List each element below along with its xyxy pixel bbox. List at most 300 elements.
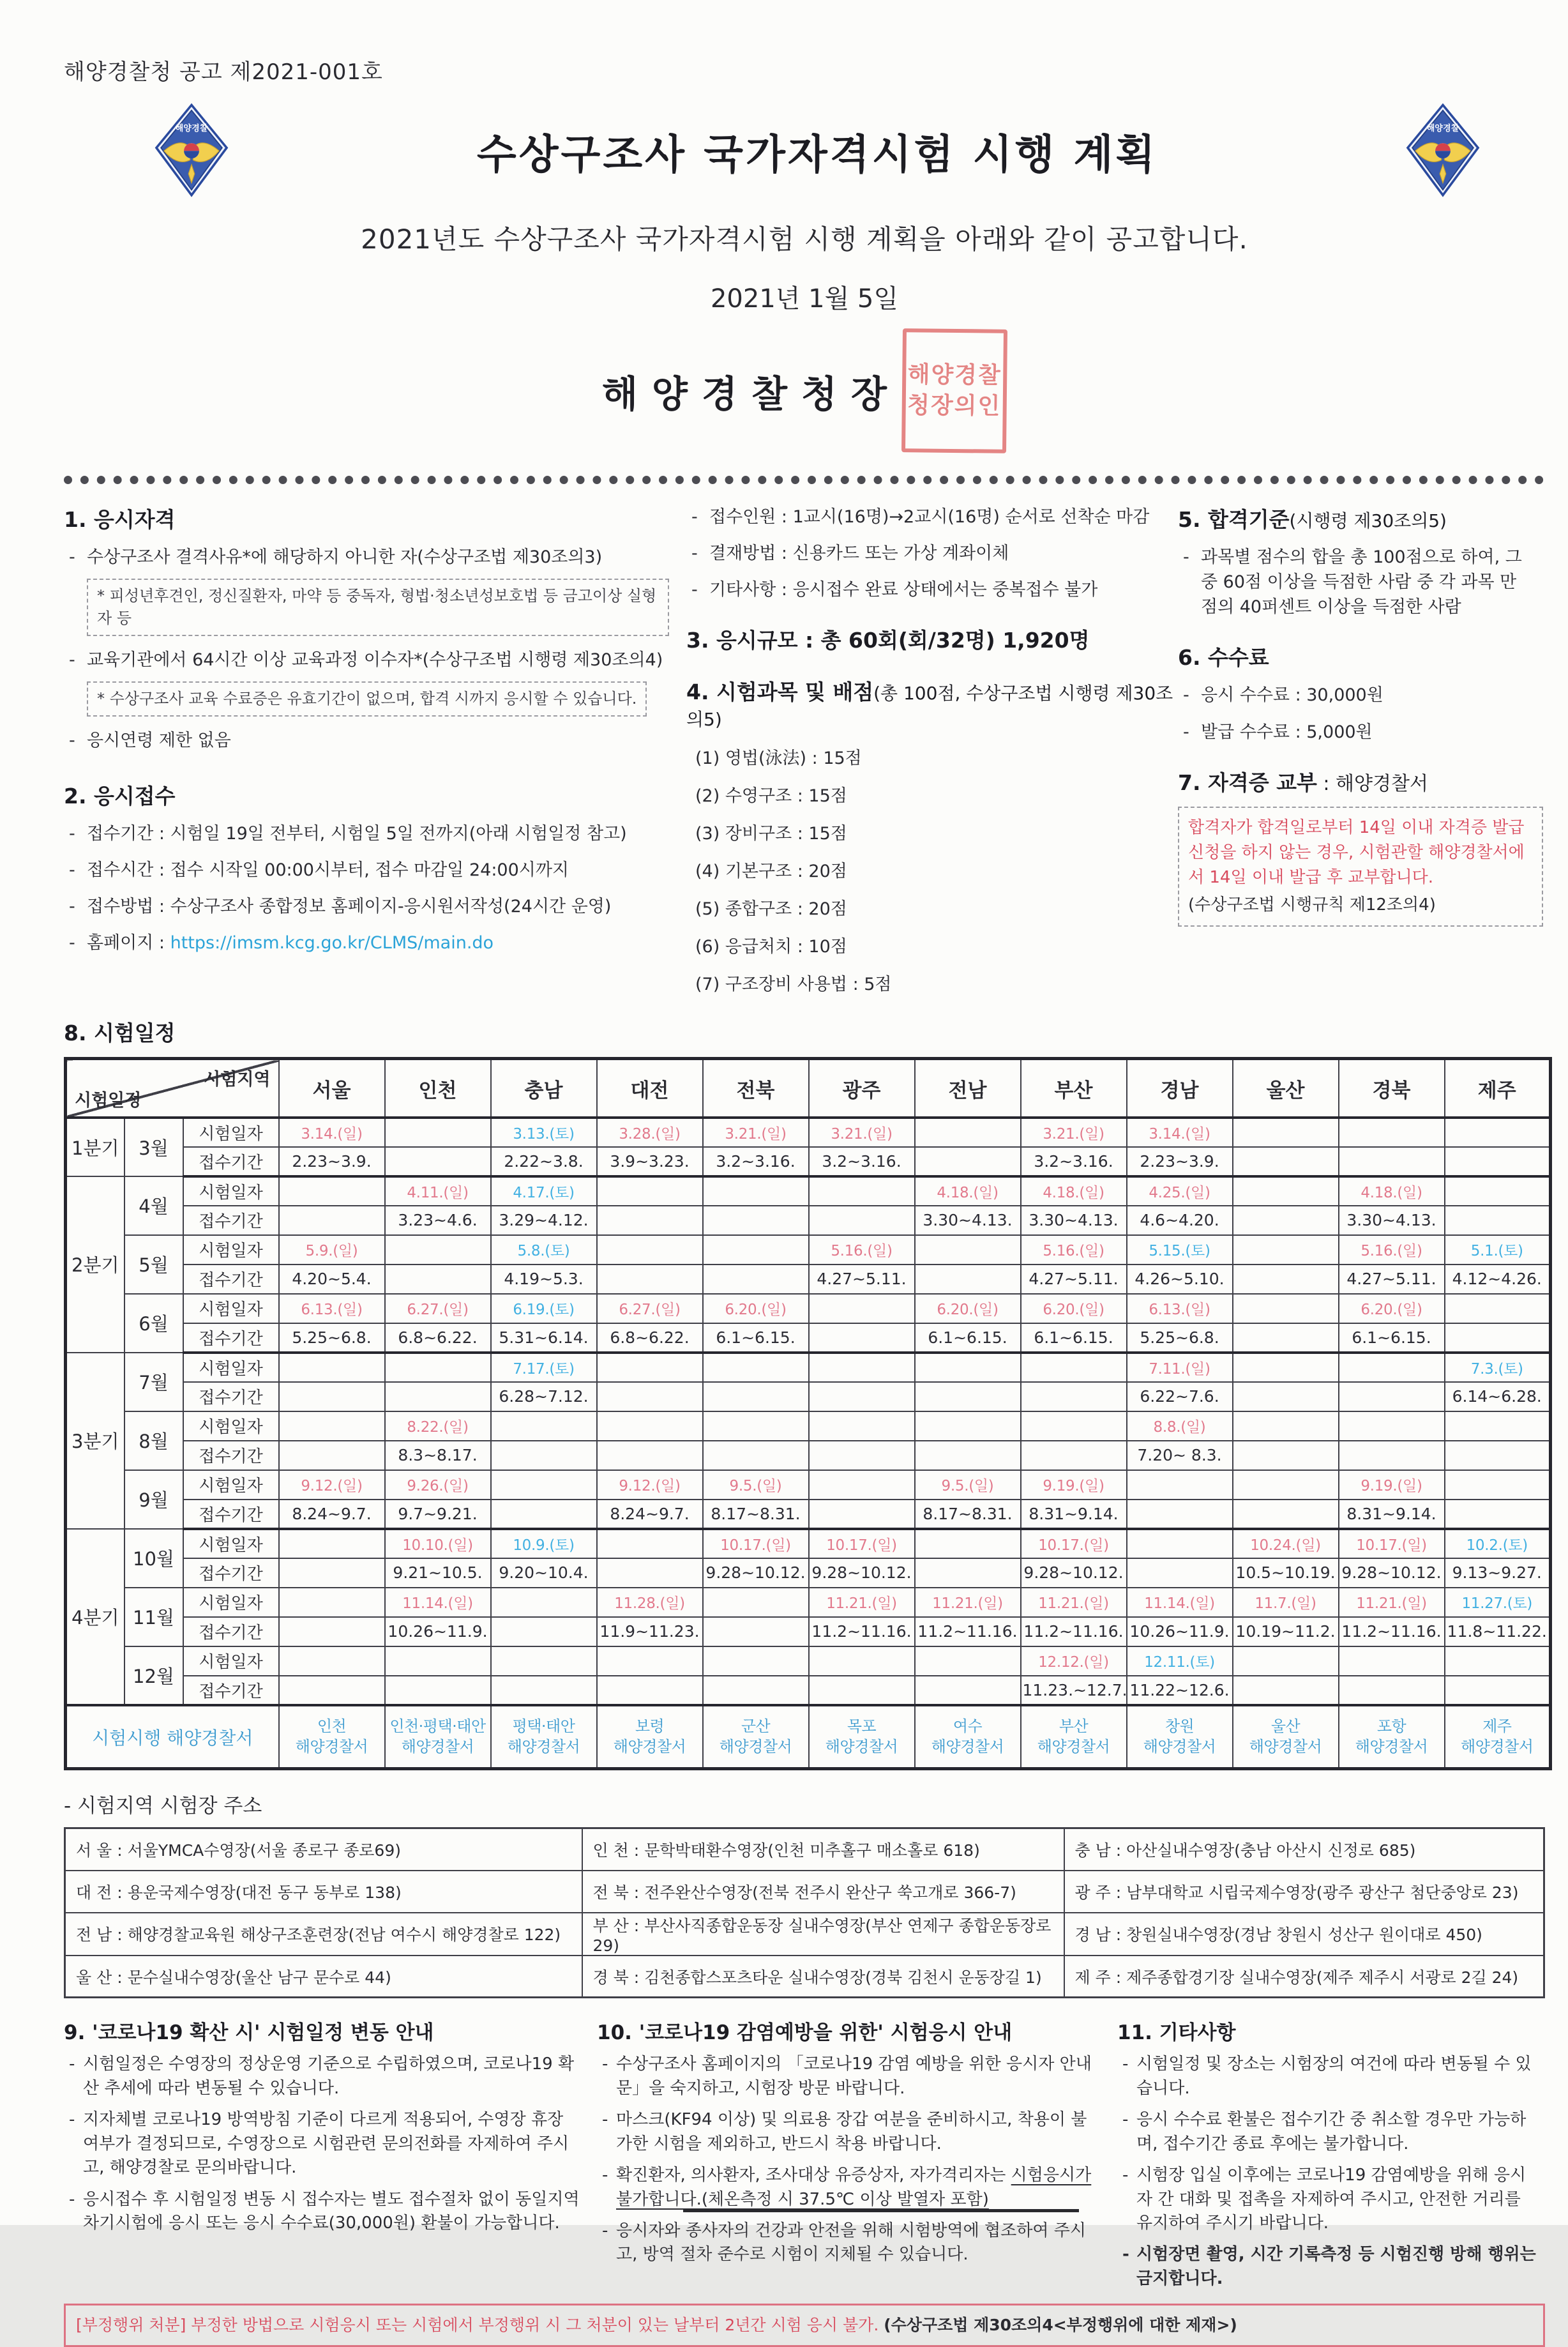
row-type-label: 접수기간: [183, 1676, 279, 1705]
receipt-period-cell: [1339, 1441, 1445, 1470]
exam-date-cell: 11.27.(토): [1445, 1588, 1551, 1617]
bullet-item: - 기타사항 : 응시접수 완료 상태에서는 중복접수 불가: [686, 577, 1178, 602]
receipt-period-cell: [1445, 1147, 1551, 1176]
exam-date-cell: [491, 1588, 597, 1617]
registration-list: [64, 821, 686, 956]
receipt-period-cell: [1233, 1323, 1339, 1353]
venue-address-cell: 제 주 : 제주종합경기장 실내수영장(제주 제주시 서광로 2길 24): [1064, 1956, 1544, 1998]
receipt-period-cell: [491, 1676, 597, 1705]
exam-date-cell: 4.18.(일): [1339, 1176, 1445, 1206]
exam-date-cell: [915, 1411, 1021, 1441]
address-row: [65, 1828, 1544, 1871]
receipt-period-cell: [1233, 1500, 1339, 1529]
exam-date-cell: 7.3.(토): [1445, 1353, 1551, 1382]
row-type-label: 시험일자: [183, 1529, 279, 1558]
receipt-period-cell: 9.28~10.12.: [1021, 1558, 1127, 1588]
exam-date-cell: [1233, 1411, 1339, 1441]
subject-item: (1) 영법(泳法) : 15점: [695, 748, 862, 769]
exam-date-cell: [491, 1411, 597, 1441]
row-type-label: 시험일자: [183, 1353, 279, 1382]
receipt-period-cell: [1233, 1147, 1339, 1176]
receipt-period-cell: [1233, 1206, 1339, 1235]
section-title-scale: 3. 응시규모 : 총 60회(회/32명) 1,920명: [686, 628, 1090, 653]
receipt-period-cell: [597, 1206, 703, 1235]
receipt-period-cell: 9.7~9.21.: [385, 1500, 491, 1529]
receipt-period-cell: [809, 1323, 915, 1353]
receipt-period-cell: [279, 1676, 385, 1705]
exam-date-cell: [1339, 1411, 1445, 1441]
exam-date-cell: [703, 1646, 809, 1676]
receipt-period-cell: [915, 1441, 1021, 1470]
exam-date-cell: [1233, 1646, 1339, 1676]
receipt-period-cell: 5.25~6.8.: [1127, 1323, 1233, 1353]
receipt-period-cell: 9.28~10.12.: [703, 1558, 809, 1588]
exam-date-cell: 11.14.(일): [1127, 1588, 1233, 1617]
receipt-period-cell: [703, 1617, 809, 1646]
page-title: 수상구조사 국가자격시험 시행 계획: [476, 132, 1158, 179]
receipt-period-cell: [915, 1265, 1021, 1294]
exam-date-cell: [915, 1529, 1021, 1558]
receipt-period-cell: 8.24~9.7.: [279, 1500, 385, 1529]
receipt-period-cell: 9.28~10.12.: [1339, 1558, 1445, 1588]
region-header: 인천: [385, 1059, 491, 1118]
receipt-period-cell: [597, 1382, 703, 1411]
exam-date-cell: [491, 1470, 597, 1500]
receipt-period-cell: 4.12~4.26.: [1445, 1265, 1551, 1294]
exam-date-cell: 5.9.(일): [279, 1235, 385, 1265]
station-suffix: 해양경찰서: [1037, 1737, 1110, 1756]
receipt-period-cell: 10.26~11.9.: [385, 1617, 491, 1646]
bullet-item: - 교육기관에서 64시간 이상 교육과정 이수자*(수상구조법 시행령 제30조의4) * 수상구조사 교육 수료증은 유효기간이 없으며, 합격 시까지 응시할 수 있습니다.: [64, 648, 686, 717]
note-box: * 수상구조사 교육 수료증은 유효기간이 없으며, 합격 시까지 응시할 수 있습니다.: [87, 681, 647, 717]
receipt-period-cell: [1339, 1382, 1445, 1411]
region-header: 광주: [809, 1059, 915, 1118]
exam-date-cell: 5.16.(일): [1339, 1235, 1445, 1265]
receipt-period-cell: 11.2~11.16.: [915, 1617, 1021, 1646]
station-region: 보령: [635, 1717, 665, 1736]
exam-date-cell: 9.19.(일): [1021, 1470, 1127, 1500]
corner-label-region: 시험지역: [204, 1070, 271, 1090]
exam-date-cell: [1445, 1294, 1551, 1323]
receipt-period-cell: [1445, 1323, 1551, 1353]
row-type-label: 시험일자: [183, 1470, 279, 1500]
exam-date-cell: 6.27.(일): [385, 1294, 491, 1323]
region-header: 울산: [1233, 1059, 1339, 1118]
receipt-period-cell: [1127, 1500, 1233, 1529]
address-row: [65, 1913, 1544, 1956]
exam-date-cell: [809, 1176, 915, 1206]
exam-date-cell: [1339, 1353, 1445, 1382]
subject-item: (6) 응급처치 : 10점: [695, 937, 847, 957]
station-region: 인천: [317, 1717, 347, 1736]
venue-address-cell: 충 남 : 아산실내수영장(충남 아산시 신정로 685): [1064, 1828, 1544, 1871]
exam-date-cell: 5.16.(일): [809, 1235, 915, 1265]
receipt-period-cell: 5.25~6.8.: [279, 1323, 385, 1353]
bullet-item: - 수상구조사 결격사유*에 해당하지 아니한 자(수상구조법 제30조의3) * 피성년후견인, 정신질환자, 마약 등 중독자, 형법·청소년성보호법 등 금고이상 실형자 등: [64, 545, 686, 636]
station-suffix: 해양경찰서: [1143, 1737, 1216, 1756]
subject-item: (4) 기본구조 : 20점: [695, 862, 847, 882]
exam-date-cell: 10.17.(일): [703, 1529, 809, 1558]
exam-date-cell: [385, 1118, 491, 1147]
receipt-period-cell: 10.5~10.19.: [1233, 1558, 1339, 1588]
corner-label-schedule: 시험일정: [75, 1090, 142, 1111]
exam-date-cell: 8.8.(일): [1127, 1411, 1233, 1441]
receipt-period-cell: 7.20~ 8.3.: [1127, 1441, 1233, 1470]
receipt-period-cell: 6.1~6.15.: [1339, 1323, 1445, 1353]
bullet-item: - 지자체별 코로나19 방역방침 기준이 다르게 적용되어, 수영장 휴장 여부가 결정되므로, 수영장으로 시험관련 문의전화를 자제하여 주시고, 해양경찰로 문의바랍니다.: [64, 2108, 581, 2180]
exam-date-cell: [279, 1646, 385, 1676]
receipt-period-cell: [1233, 1441, 1339, 1470]
receipt-period-cell: [1127, 1558, 1233, 1588]
receipt-period-cell: [1021, 1382, 1127, 1411]
exam-date-cell: [703, 1411, 809, 1441]
receipt-period-cell: 6.1~6.15.: [1021, 1323, 1127, 1353]
station-suffix: 해양경찰서: [719, 1737, 792, 1756]
bullet-item: - 시험장 입실 이후에는 코로나19 감염예방을 위해 응시자 간 대화 및 접촉을 자제하여 주시고, 안전한 거리를 유지하여 주시기 바랍니다.: [1117, 2164, 1539, 2235]
svg-text:해양경찰: 해양경찰: [1426, 124, 1459, 134]
station-region: 군산: [741, 1717, 771, 1736]
receipt-period-cell: [597, 1265, 703, 1294]
exam-date-cell: 3.21.(일): [703, 1118, 809, 1147]
subject-item: (7) 구조장비 사용법 : 5점: [695, 975, 892, 995]
exam-date-cell: 10.17.(일): [1021, 1529, 1127, 1558]
bottom-notes-section: [64, 2016, 1545, 2291]
receipt-period-cell: 10.19~11.2.: [1233, 1617, 1339, 1646]
exam-date-cell: [1445, 1411, 1551, 1441]
month-label: 9월: [124, 1470, 183, 1529]
exam-schedule-table: [64, 1057, 1552, 1770]
row-type-label: 접수기간: [183, 1147, 279, 1176]
exam-venue-address-table: [64, 1827, 1545, 1998]
official-stamp-icon: [901, 328, 1007, 453]
receipt-period-cell: [1233, 1382, 1339, 1411]
exam-date-cell: 5.1.(토): [1445, 1235, 1551, 1265]
announcement-date: 2021년 1월 5일: [710, 284, 899, 314]
exam-date-cell: [1021, 1353, 1127, 1382]
exam-date-cell: 3.14.(일): [279, 1118, 385, 1147]
bullet-item: - 발급 수수료 : 5,000원: [1178, 720, 1545, 745]
section-title-misc: 11. 기타사항: [1117, 2021, 1236, 2045]
station-region: 포항: [1376, 1717, 1406, 1736]
covid-prevention-section: [597, 2016, 1101, 2291]
exam-date-cell: 7.17.(토): [491, 1353, 597, 1382]
exam-date-cell: [279, 1353, 385, 1382]
signer-name: 해양경찰청장: [601, 372, 901, 416]
exam-date-cell: [1127, 1470, 1233, 1500]
receipt-period-cell: 11.2~11.16.: [809, 1617, 915, 1646]
row-type-label: 접수기간: [183, 1206, 279, 1235]
coast-guard-emblem-icon: [153, 103, 230, 199]
receipt-period-cell: 8.31~9.14.: [1021, 1500, 1127, 1529]
exam-date-cell: [491, 1646, 597, 1676]
receipt-period-cell: 3.2~3.16.: [1021, 1147, 1127, 1176]
homepage-link[interactable]: https://imsm.kcg.go.kr/CLMS/main.do: [170, 933, 494, 953]
signature-block: [64, 329, 1545, 453]
row-type-label: 접수기간: [183, 1617, 279, 1646]
section-title-covid-prevention: 10. '코로나19 감염예방을 위한' 시험응시 안내: [597, 2021, 1013, 2045]
venue-address-cell: 광 주 : 남부대학교 시립국제수영장(광주 광산구 첨단중앙로 23): [1064, 1871, 1544, 1913]
receipt-period-cell: 6.8~6.22.: [597, 1323, 703, 1353]
exam-date-cell: [1445, 1176, 1551, 1206]
receipt-period-cell: [279, 1558, 385, 1588]
exam-date-cell: 9.26.(일): [385, 1470, 491, 1500]
exam-date-cell: [279, 1588, 385, 1617]
info-column-right: [1178, 503, 1545, 995]
row-type-label: 접수기간: [183, 1441, 279, 1470]
receipt-period-cell: 6.1~6.15.: [915, 1323, 1021, 1353]
address-row: [65, 1956, 1544, 1998]
issuing-station-cell: [1127, 1705, 1233, 1769]
receipt-period-cell: 9.28~10.12.: [809, 1558, 915, 1588]
receipt-period-cell: 4.27~5.11.: [809, 1265, 915, 1294]
receipt-period-cell: 6.1~6.15.: [703, 1323, 809, 1353]
venue-address-cell: 전 남 : 해양경찰교육원 해상구조훈련장(전남 여수시 해양경찰로 122): [65, 1913, 582, 1956]
receipt-period-cell: [1233, 1265, 1339, 1294]
bullet-item: - 응시자와 종사자의 건강과 안전을 위해 시험방역에 협조하여 주시고, 방역 절차 준수로 시험이 지체될 수 있습니다.: [597, 2219, 1101, 2267]
receipt-period-cell: [279, 1206, 385, 1235]
exam-date-cell: [1339, 1118, 1445, 1147]
receipt-period-cell: 4.20~5.4.: [279, 1265, 385, 1294]
misc-list: [1117, 2053, 1539, 2291]
bullet-item: - 수상구조사 홈페이지의 「코로나19 감염 예방을 위한 응시자 안내문」을 숙지하고, 시험장 방문 바랍니다.: [597, 2053, 1101, 2100]
receipt-period-cell: [809, 1382, 915, 1411]
bullet-item: - 접수시간 : 접수 시작일 00:00시부터, 접수 마감일 24:00시까지: [64, 858, 686, 883]
exam-date-cell: 9.12.(일): [279, 1470, 385, 1500]
exam-date-cell: 6.20.(일): [1339, 1294, 1445, 1323]
exam-date-cell: 11.28.(일): [597, 1588, 703, 1617]
receipt-period-cell: 3.29~4.12.: [491, 1206, 597, 1235]
exam-date-cell: 6.20.(일): [703, 1294, 809, 1323]
region-header: 전남: [915, 1059, 1021, 1118]
station-region: 평택·태안: [512, 1717, 575, 1736]
exam-date-cell: [915, 1118, 1021, 1147]
covid-schedule-list: [64, 2053, 581, 2235]
receipt-period-cell: 3.30~4.13.: [1339, 1206, 1445, 1235]
station-suffix: 해양경찰서: [1461, 1737, 1534, 1756]
month-label: 3월: [124, 1118, 183, 1176]
exam-date-cell: [809, 1646, 915, 1676]
section-title-covid-schedule: 9. '코로나19 확산 시' 시험일정 변동 안내: [64, 2021, 434, 2045]
receipt-period-cell: 3.2~3.16.: [703, 1147, 809, 1176]
station-suffix: 해양경찰서: [295, 1737, 368, 1756]
venue-address-cell: 서 울 : 서울YMCA수영장(서울 종로구 종로69): [65, 1828, 582, 1871]
bullet-item: - 응시접수 후 시험일정 변동 시 접수자는 별도 접수절차 없이 동일지역 차기시험에 응시 또는 응시 수수료(30,000원) 환불이 가능합니다.: [64, 2188, 581, 2236]
exam-date-cell: [385, 1235, 491, 1265]
exam-date-cell: 3.21.(일): [809, 1118, 915, 1147]
exam-date-cell: 5.8.(토): [491, 1235, 597, 1265]
exam-date-cell: [703, 1588, 809, 1617]
exam-date-cell: [1233, 1176, 1339, 1206]
receipt-period-cell: 4.19~5.3.: [491, 1265, 597, 1294]
registration-extra-list: [686, 505, 1178, 602]
month-label: 5월: [124, 1235, 183, 1294]
exam-date-cell: [597, 1353, 703, 1382]
subject-list: [686, 744, 1178, 995]
receipt-period-cell: 8.24~9.7.: [597, 1500, 703, 1529]
exam-date-cell: [1445, 1118, 1551, 1147]
receipt-period-cell: 10.26~11.9.: [1127, 1617, 1233, 1646]
exam-date-cell: 6.20.(일): [1021, 1294, 1127, 1323]
receipt-period-cell: 8.3~8.17.: [385, 1441, 491, 1470]
receipt-period-cell: 11.2~11.16.: [1021, 1617, 1127, 1646]
section-title-registration: 2. 응시접수: [64, 783, 176, 809]
exam-date-cell: [915, 1646, 1021, 1676]
quarter-label: 2분기: [66, 1176, 124, 1353]
exam-date-cell: 11.21.(일): [1339, 1588, 1445, 1617]
subject-item: (5) 종합구조 : 20점: [695, 899, 847, 920]
exam-date-cell: [279, 1411, 385, 1441]
exam-date-cell: 12.12.(일): [1021, 1646, 1127, 1676]
exam-date-cell: 6.27.(일): [597, 1294, 703, 1323]
issuing-station-cell: [385, 1705, 491, 1769]
receipt-period-cell: [491, 1617, 597, 1646]
station-region: 여수: [953, 1717, 983, 1736]
issuance-note-red: 합격자가 합격일로부터 14일 이내 자격증 발급 신청을 하지 않는 경우, 시험관할 해양경찰서에서 14일 이내 발급 후 교부합니다.: [1188, 817, 1525, 887]
region-header: 경남: [1127, 1059, 1233, 1118]
row-type-label: 접수기간: [183, 1265, 279, 1294]
receipt-period-cell: [703, 1206, 809, 1235]
bullet-item: - 접수방법 : 수상구조사 종합정보 홈페이지-응시원서작성(24시간 운영): [64, 894, 686, 919]
scan-artifact: [683, 2209, 1079, 2212]
penalty-law-ref: (수상구조법 제30조의4<부정행위에 대한 제재>): [884, 2316, 1237, 2335]
receipt-period-cell: [597, 1558, 703, 1588]
receipt-period-cell: 3.23~4.6.: [385, 1206, 491, 1235]
info-column-left: [64, 503, 686, 995]
exam-date-cell: 4.18.(일): [915, 1176, 1021, 1206]
region-header: 전북: [703, 1059, 809, 1118]
station-suffix: 해양경찰서: [401, 1737, 474, 1756]
bullet-item: - 응시 수수료 : 30,000원: [1178, 683, 1545, 708]
receipt-period-cell: [915, 1558, 1021, 1588]
bullet-item: - 결재방법 : 신용카드 또는 가상 계좌이체: [686, 541, 1178, 566]
receipt-period-cell: [809, 1676, 915, 1705]
bullet-item: - 마스크(KF94 이상) 및 의료용 장갑 여분을 준비하시고, 착용이 불가한 시험을 제외하고, 반드시 착용 바랍니다.: [597, 2108, 1101, 2156]
receipt-period-cell: [703, 1676, 809, 1705]
exam-date-cell: 11.21.(일): [1021, 1588, 1127, 1617]
exam-date-cell: 4.11.(일): [385, 1176, 491, 1206]
info-column-middle: [686, 503, 1178, 995]
row-type-label: 시험일자: [183, 1588, 279, 1617]
svg-text:해양경찰: 해양경찰: [175, 124, 208, 134]
region-header: 제주: [1445, 1059, 1551, 1118]
subtitle: 2021년도 수상구조사 국가자격시험 시행 계획을 아래와 같이 공고합니다.: [361, 224, 1248, 255]
bullet-item: - 응시 수수료 환불은 접수기간 중 취소할 경우만 가능하며, 접수기간 종료 후에는 불가합니다.: [1117, 2108, 1539, 2156]
receipt-period-cell: [1445, 1500, 1551, 1529]
exam-date-cell: [703, 1235, 809, 1265]
section-title-passing: 5. 합격기준(시행령 제30조의5): [1178, 507, 1447, 532]
receipt-period-cell: [1445, 1441, 1551, 1470]
underlined-note: 시험응시가 불가합니다.(체온측정 시 37.5℃ 이상 발열자 포함): [616, 2166, 1092, 2209]
receipt-period-cell: [385, 1676, 491, 1705]
exam-date-cell: [915, 1235, 1021, 1265]
bullet-item: - 응시연령 제한 없음: [64, 728, 686, 753]
receipt-period-cell: 9.21~10.5.: [385, 1558, 491, 1588]
receipt-period-cell: [1339, 1147, 1445, 1176]
subject-item: (2) 수영구조 : 15점: [695, 786, 847, 807]
exam-date-cell: 11.21.(일): [915, 1588, 1021, 1617]
exam-date-cell: 3.21.(일): [1021, 1118, 1127, 1147]
exam-date-cell: [915, 1353, 1021, 1382]
receipt-period-cell: 11.9~11.23.: [597, 1617, 703, 1646]
receipt-period-cell: 6.22~7.6.: [1127, 1382, 1233, 1411]
issuance-note-ref: (수상구조법 시행규칙 제12조의4): [1188, 895, 1436, 915]
month-label: 4월: [124, 1176, 183, 1235]
exam-date-cell: [279, 1176, 385, 1206]
covid-schedule-change-section: [64, 2016, 581, 2291]
exam-date-cell: 10.24.(일): [1233, 1529, 1339, 1558]
row-type-label: 접수기간: [183, 1382, 279, 1411]
exam-date-cell: 11.14.(일): [385, 1588, 491, 1617]
quarter-label: 4분기: [66, 1529, 124, 1705]
exam-date-cell: 11.7.(일): [1233, 1588, 1339, 1617]
exam-date-cell: [597, 1529, 703, 1558]
receipt-period-cell: 11.23.~12.7.: [1021, 1676, 1127, 1705]
receipt-period-cell: 2.22~3.8.: [491, 1147, 597, 1176]
receipt-period-cell: 3.30~4.13.: [915, 1206, 1021, 1235]
station-region: 제주: [1482, 1717, 1512, 1736]
info-section: [64, 503, 1545, 995]
exam-date-cell: [809, 1294, 915, 1323]
bullet-item: - 홈페이지 : https://imsm.kcg.go.kr/CLMS/main.do: [64, 930, 686, 955]
month-label: 11월: [124, 1588, 183, 1646]
note-box: * 피성년후견인, 정신질환자, 마약 등 중독자, 형법·청소년성보호법 등 금고이상 실형자 등: [87, 579, 669, 636]
exam-date-cell: [703, 1353, 809, 1382]
exam-date-cell: 5.16.(일): [1021, 1235, 1127, 1265]
month-label: 10월: [124, 1529, 183, 1588]
receipt-period-cell: [1021, 1441, 1127, 1470]
receipt-period-cell: 4.26~5.10.: [1127, 1265, 1233, 1294]
issuing-station-cell: [279, 1705, 385, 1769]
stamp-text: 청장의인: [907, 392, 1002, 420]
exam-date-cell: [1445, 1470, 1551, 1500]
receipt-period-cell: [279, 1441, 385, 1470]
receipt-period-cell: [809, 1500, 915, 1529]
exam-date-cell: [1233, 1470, 1339, 1500]
receipt-period-cell: 5.31~6.14.: [491, 1323, 597, 1353]
row-type-label: 시험일자: [183, 1176, 279, 1206]
receipt-period-cell: [915, 1676, 1021, 1705]
exam-date-cell: [597, 1176, 703, 1206]
exam-date-cell: 10.17.(일): [1339, 1529, 1445, 1558]
issuing-station-cell: [597, 1705, 703, 1769]
venue-address-cell: 울 산 : 문수실내수영장(울산 남구 문수로 44): [65, 1956, 582, 1998]
issuing-station-cell: [809, 1705, 915, 1769]
bullet-item: - 확진환자, 의사환자, 조사대상 유증상자, 자가격리자는 시험응시가 불가합니다.(체온측정 시 37.5℃ 이상 발열자 포함): [597, 2164, 1101, 2212]
station-suffix: 해양경찰서: [931, 1737, 1004, 1756]
section-title-schedule: 8. 시험일정: [64, 1021, 176, 1046]
issuance-note-box: [1178, 807, 1543, 927]
station-suffix: 해양경찰서: [1249, 1737, 1322, 1756]
exam-date-cell: 12.11.(토): [1127, 1646, 1233, 1676]
receipt-period-cell: 9.20~10.4.: [491, 1558, 597, 1588]
receipt-period-cell: 6.8~6.22.: [385, 1323, 491, 1353]
exam-date-cell: 6.19.(토): [491, 1294, 597, 1323]
section-title-issuance: 7. 자격증 교부 : 해양경찰서: [1178, 770, 1428, 795]
receipt-period-cell: [703, 1441, 809, 1470]
station-suffix: 해양경찰서: [613, 1737, 686, 1756]
row-type-label: 시험일자: [183, 1235, 279, 1265]
receipt-period-cell: 6.14~6.28.: [1445, 1382, 1551, 1411]
exam-date-cell: [385, 1353, 491, 1382]
receipt-period-cell: [1339, 1676, 1445, 1705]
issuing-station-cell: [1233, 1705, 1339, 1769]
exam-date-cell: 3.13.(토): [491, 1118, 597, 1147]
subject-item: (3) 장비구조 : 15점: [695, 824, 847, 844]
address-row: [65, 1871, 1544, 1913]
covid-prevention-list: [597, 2053, 1101, 2267]
bullet-item: - 과목별 점수의 합을 총 100점으로 하여, 그 중 60점 이상을 득점한 사람 중 각 과목 만점의 40퍼센트 이상을 득점한 사람: [1178, 545, 1526, 619]
exam-date-cell: [597, 1646, 703, 1676]
